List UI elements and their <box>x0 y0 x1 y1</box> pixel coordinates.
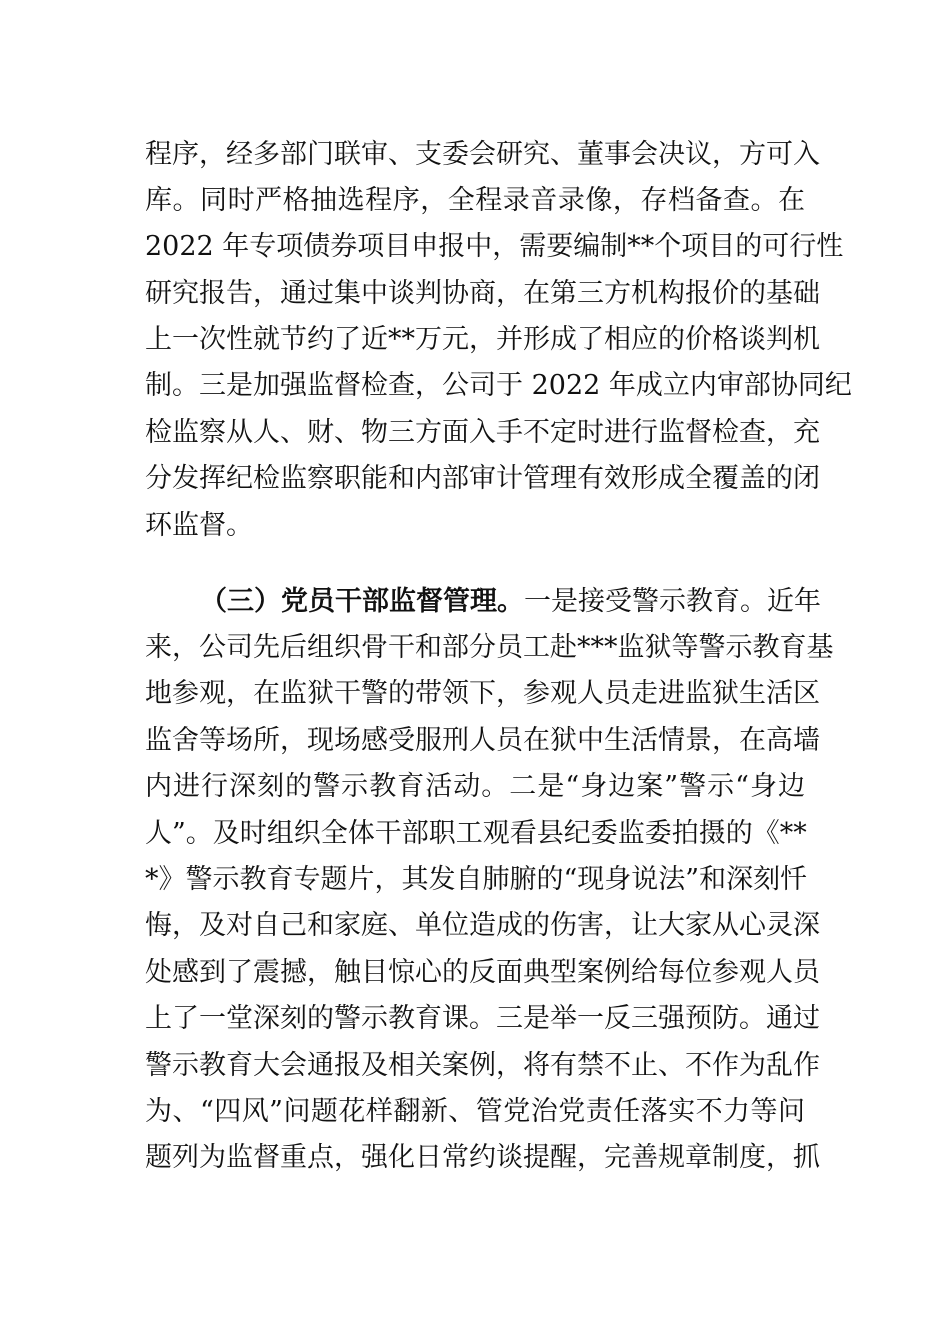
section-line: 来，公司先后组织骨干和部分员工赴***监狱等警示教育基 <box>145 632 834 663</box>
section-heading: （三）党员干部监督管理。 <box>200 586 524 617</box>
section-line: 监舍等场所，现场感受服刑人员在狱中生活情景，在高墙 <box>145 725 820 756</box>
section-line: 悔，及对自己和家庭、单位造成的伤害，让大家从心灵深 <box>145 910 820 941</box>
section-first-line <box>200 582 821 622</box>
section-first-line-text: 一是接受警示教育。近年 <box>524 586 821 617</box>
body-line: 分发挥纪检监察职能和内部审计管理有效形成全覆盖的闭 <box>145 463 820 494</box>
body-line: 上一次性就节约了近**万元，并形成了相应的价格谈判机 <box>145 324 820 355</box>
body-line: 环监督。 <box>145 510 253 541</box>
body-line: 研究报告，通过集中谈判协商，在第三方机构报价的基础 <box>145 278 820 309</box>
section-line: 内进行深刻的警示教育活动。二是“身边案”警示“身边 <box>145 771 805 802</box>
section-line: *》警示教育专题片，其发自肺腑的“现身说法”和深刻忏 <box>145 864 808 895</box>
section-line: 处感到了震撼，触目惊心的反面典型案例给每位参观人员 <box>145 957 820 988</box>
body-line: 程序，经多部门联审、支委会研究、董事会决议，方可入 <box>145 139 820 170</box>
body-line: 制。三是加强监督检查，公司于 2022 年成立内审部协同纪 <box>145 370 852 401</box>
section-line: 人”。及时组织全体干部职工观看县纪委监委拍摄的《** <box>145 818 807 849</box>
section-line: 上了一堂深刻的警示教育课。三是举一反三强预防。通过 <box>145 1003 820 1034</box>
body-line: 2022 年专项债券项目申报中，需要编制**个项目的可行性 <box>145 231 844 262</box>
section-line: 题列为监督重点，强化日常约谈提醒，完善规章制度，抓 <box>145 1142 820 1173</box>
section-line: 为、“四风”问题花样翻新、管党治党责任落实不力等问 <box>145 1096 805 1127</box>
section-line: 地参观，在监狱干警的带领下，参观人员走进监狱生活区 <box>145 678 820 709</box>
body-line: 库。同时严格抽选程序，全程录音录像，存档备查。在 <box>145 185 805 216</box>
section-line: 警示教育大会通报及相关案例，将有禁不止、不作为乱作 <box>145 1050 820 1081</box>
body-line: 检监察从人、财、物三方面入手不定时进行监督检查，充 <box>145 417 820 448</box>
